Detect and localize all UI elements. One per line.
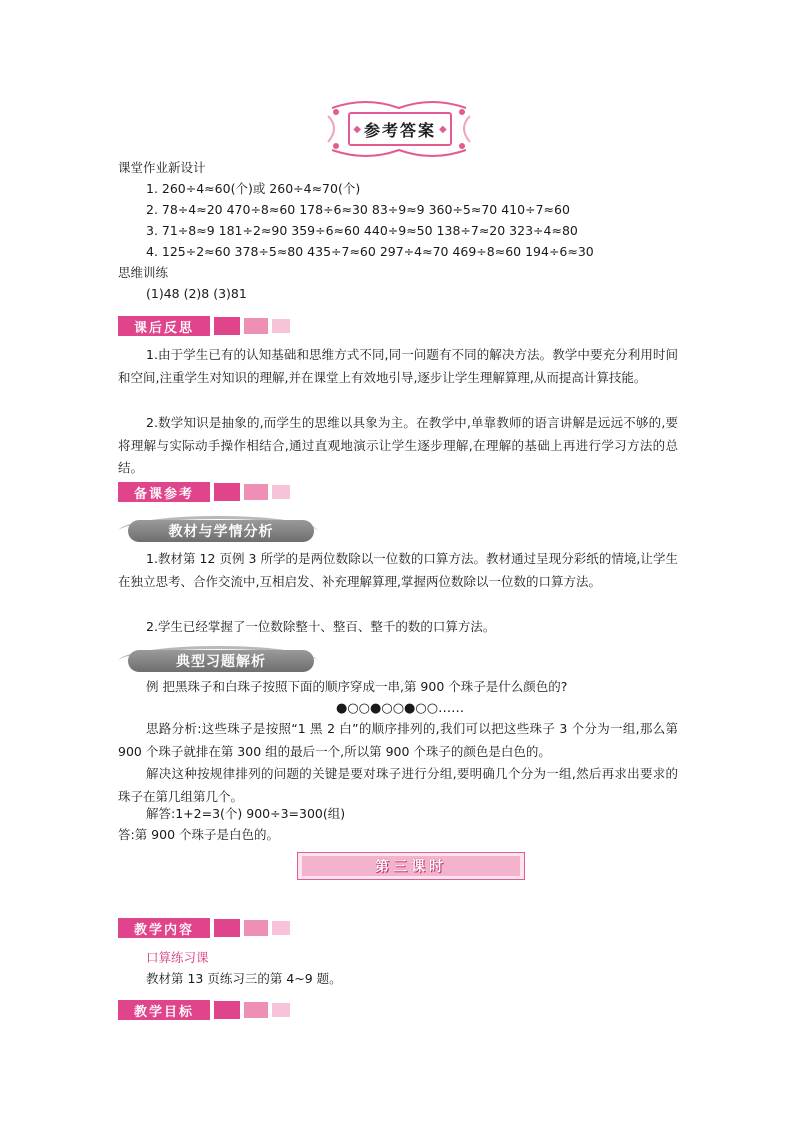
lesson-title: 第三课时 [375, 859, 447, 875]
pill-text: 教材与学情分析 [168, 524, 274, 540]
tag-square [272, 1003, 290, 1017]
tag-square [214, 483, 240, 501]
dot-icon: ◆ [439, 123, 447, 135]
solution-steps: 解答:1+2=3(个) 900÷3=300(组) [146, 806, 346, 821]
banner-box [348, 112, 452, 146]
header-analysis [118, 516, 318, 544]
course-type: 口算练习课 [146, 950, 209, 965]
dot-icon: ◆ [353, 123, 361, 135]
section-tag-reflection [118, 316, 290, 336]
tag-label: 教学目标 [118, 1000, 210, 1020]
tag-square [272, 485, 290, 499]
section-tag-prep [118, 482, 290, 502]
reflection-paragraph-1: 1.由于学生已有的认知基础和思维方式不同,同一问题有不同的解决方法。教学中要充分利用时间和空间,注重学生对知识的理解,并在课堂上有效地引导,逐步让学生理解算理,从而提高计算技能。 [118, 347, 678, 385]
banner-title: 参考答案 [363, 120, 436, 140]
homework-line-1: 1. 260÷4≈60(个)或 260÷4≈70(个) [146, 181, 361, 196]
tag-square [244, 920, 268, 936]
lesson-banner [297, 852, 525, 880]
content-text: 教材第 13 页练习三的第 4~9 题。 [146, 971, 342, 986]
key-point: 解决这种按规律排列的问题的关键是要对珠子进行分组,要明确几个分为一组,然后再求出要求的珠子在第几组第几个。 [118, 766, 678, 804]
pill-text: 典型习题解析 [176, 654, 266, 670]
pill-shape [128, 520, 314, 542]
section-tag-goals [118, 1000, 290, 1020]
tag-square [272, 921, 290, 935]
tag-square [214, 919, 240, 937]
tag-label: 教学内容 [118, 918, 210, 938]
thinking-answer: (1)48 (2)8 (3)81 [146, 286, 247, 301]
analysis-paragraph-1: 1.教材第 12 页例 3 所学的是两位数除以一位数的口算方法。教材通过呈现分彩纸的情境,让学生在独立思考、合作交流中,互相启发、补充理解算理,掌握两位数除以一位数的口算方法。 [118, 551, 678, 589]
tag-square [214, 317, 240, 335]
tag-square [244, 1002, 268, 1018]
tag-label: 课后反思 [118, 316, 210, 336]
answer-banner [326, 98, 472, 160]
section-tag-content [118, 918, 290, 938]
tag-label: 备课参考 [118, 482, 210, 502]
tag-square [244, 484, 268, 500]
homework-line-2: 2. 78÷4≈20 470÷8≈60 178÷6≈30 83÷9≈9 360÷5≈70 410÷7≈60 [146, 202, 570, 217]
reflection-paragraph-2: 2.数学知识是抽象的,而学生的思维以具象为主。在教学中,单靠教师的语言讲解是远远不够的,要将理解与实际动手操作相结合,通过直观地演示让学生逐步理解,在理解的基础上再进行学习方法的总结。 [118, 415, 678, 475]
homework-heading: 课堂作业新设计 [118, 160, 206, 175]
example-question: 例 把黑珠子和白珠子按照下面的顺序穿成一串,第 900 个珠子是什么颜色的? [146, 679, 568, 694]
homework-line-3: 3. 71÷8≈9 181÷2≈90 359÷6≈60 440÷9≈50 138÷7≈20 323÷4≈80 [146, 223, 578, 238]
tag-square [244, 318, 268, 334]
homework-line-4: 4. 125÷2≈60 378÷5≈80 435÷7≈60 297÷4≈70 469÷8≈60 194÷6≈30 [146, 244, 594, 259]
tag-square [272, 319, 290, 333]
lesson-banner-inner [302, 856, 520, 876]
solution-conclusion: 答:第 900 个珠子是白色的。 [118, 827, 280, 842]
bead-sequence: ●○○●○○●○○…… [336, 701, 465, 716]
pill-shape [128, 650, 314, 672]
header-typical [118, 646, 318, 674]
analysis-paragraph-2: 2.学生已经掌握了一位数除整十、整百、整千的数的口算方法。 [146, 619, 496, 634]
thinking-heading: 思维训练 [118, 265, 169, 280]
solution-analysis: 思路分析:这些珠子是按照“1 黑 2 白”的顺序排列的,我们可以把这些珠子 3 个分为一组,那么第 900 个珠子就排在第 300 组的最后一个,所以第 900 个珠子的颜色是白色的。 [118, 721, 678, 759]
tag-square [214, 1001, 240, 1019]
